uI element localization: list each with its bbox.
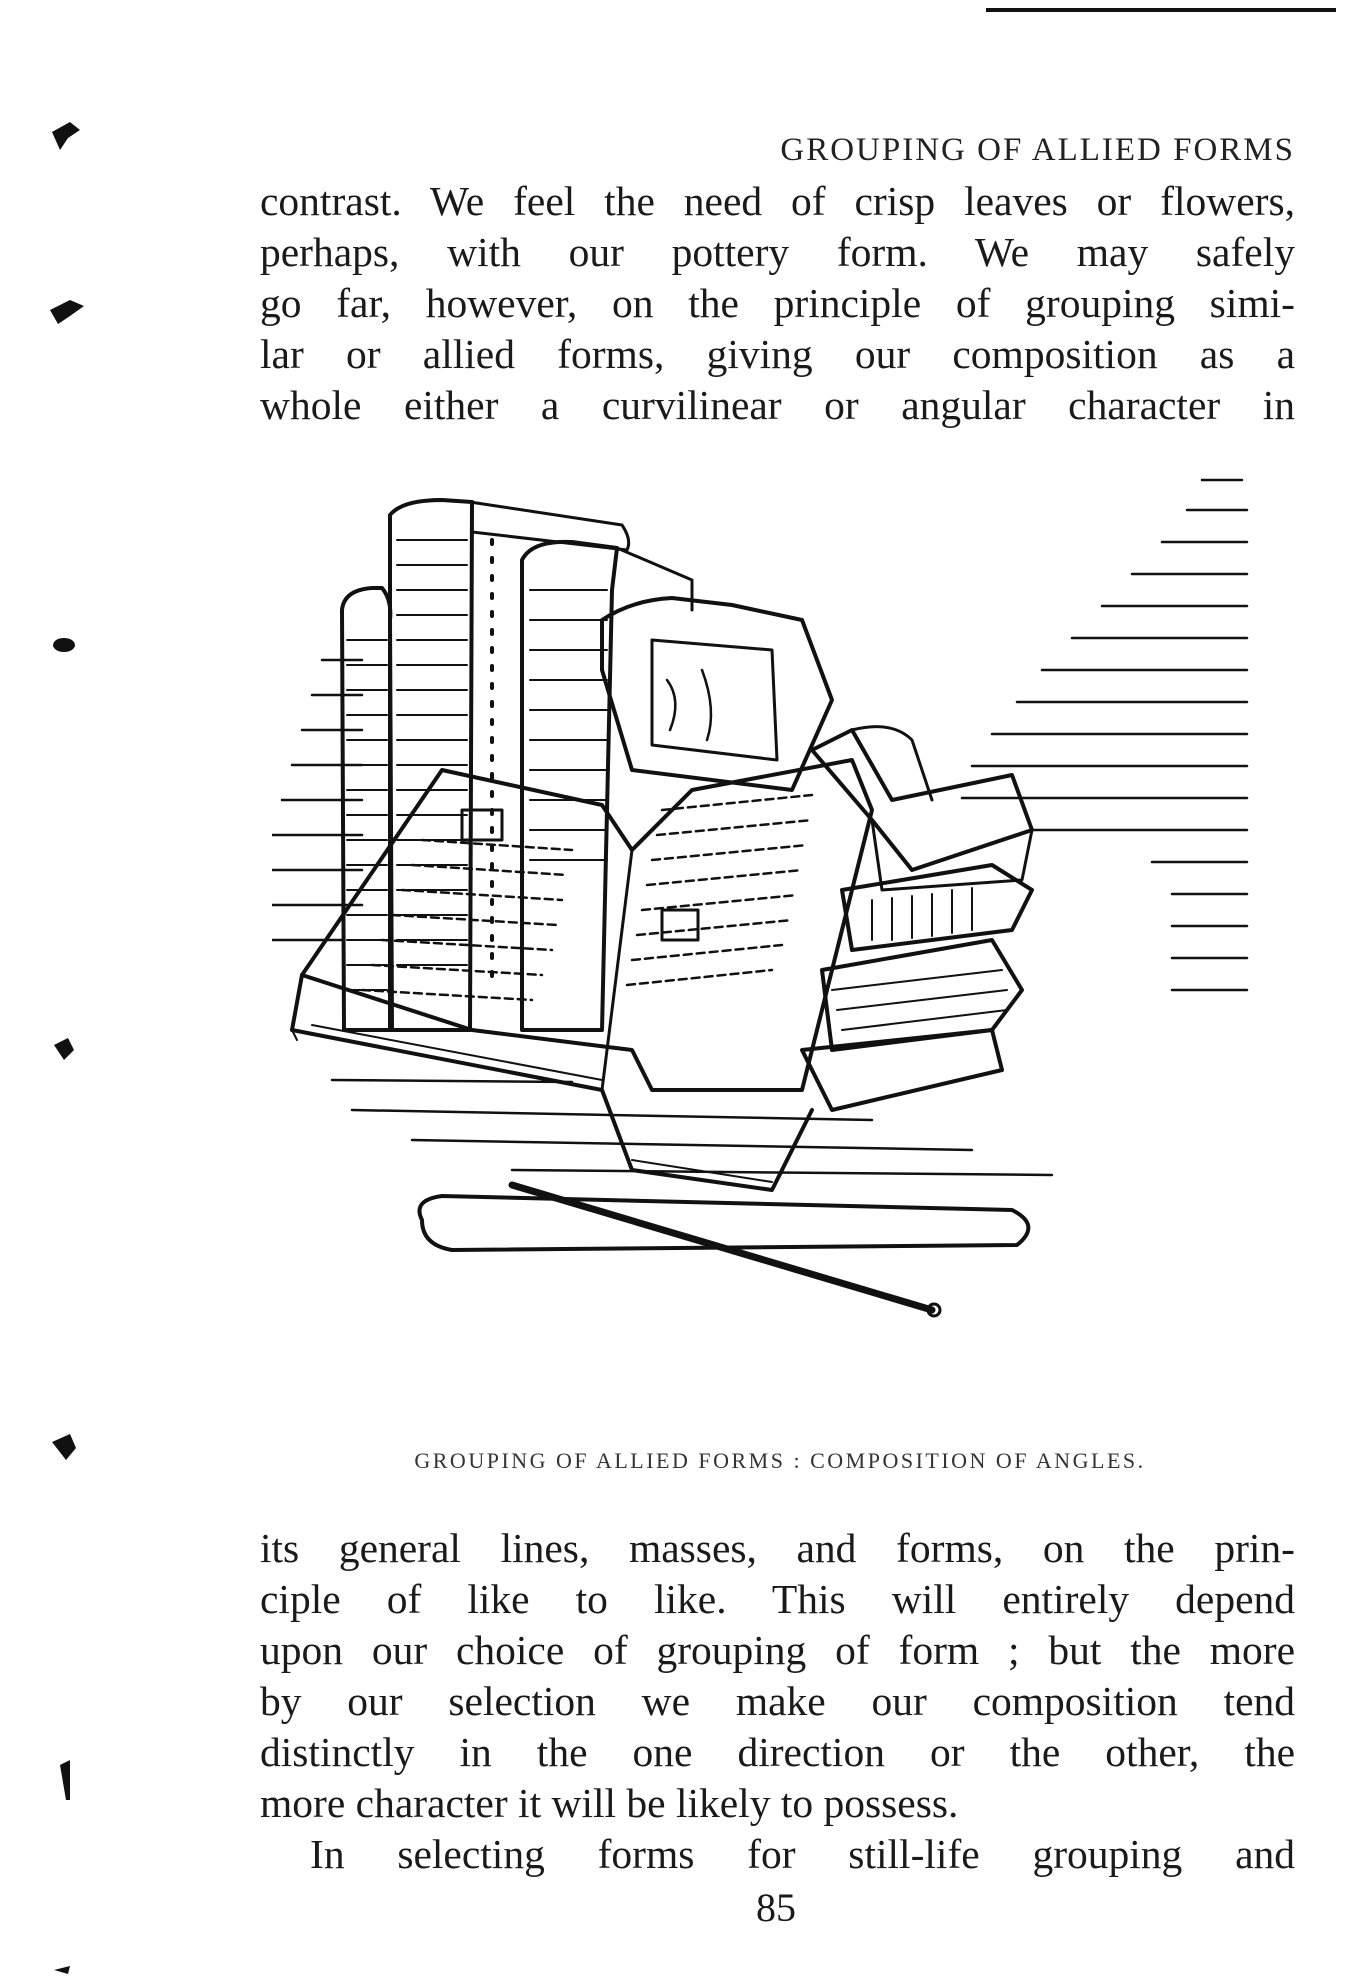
text-line: upon our choice of grouping of form ; but the more bbox=[260, 1627, 1295, 1673]
paragraph-top bbox=[260, 176, 1295, 431]
stacked-books bbox=[802, 727, 1032, 1110]
running-head: GROUPING OF ALLIED FORMS bbox=[780, 132, 1295, 168]
text-line: go far, however, on the principle of grouping simi- bbox=[260, 280, 1295, 326]
pen-tray bbox=[420, 1196, 1029, 1250]
leaning-frame-book bbox=[602, 598, 832, 790]
text-line: more character it will be likely to possess. bbox=[260, 1780, 959, 1826]
background-hatching bbox=[962, 480, 1247, 990]
top-rule bbox=[986, 8, 1336, 12]
text-line: contrast. We feel the need of crisp leaves or flowers, bbox=[260, 178, 1295, 224]
text-line: whole either a curvilinear or angular character in bbox=[260, 382, 1295, 428]
ground-lines bbox=[332, 1080, 1052, 1175]
upright-books bbox=[342, 500, 692, 1030]
paragraph-next-line: In selecting forms for still-life grouping and bbox=[310, 1831, 1295, 1877]
open-book bbox=[292, 760, 872, 1190]
text-line: perhaps, with our pottery form. We may safely bbox=[260, 229, 1295, 275]
text-line: its general lines, masses, and forms, on the prin- bbox=[260, 1525, 1295, 1571]
text-line: lar or allied forms, giving our composition as a bbox=[260, 331, 1295, 377]
figure-caption: GROUPING OF ALLIED FORMS : COMPOSITION OF ANGLES. bbox=[414, 1448, 1146, 1473]
text-line: by our selection we make our composition tend bbox=[260, 1678, 1295, 1724]
page-number: 85 bbox=[756, 1885, 796, 1930]
paragraph-bottom bbox=[260, 1523, 1295, 1880]
text-line: distinctly in the one direction or the other, the bbox=[260, 1729, 1295, 1775]
text-line: ciple of like to like. This will entirely depend bbox=[260, 1576, 1295, 1622]
left-hatching bbox=[272, 660, 362, 940]
books-illustration bbox=[272, 470, 1262, 1430]
margin-marks bbox=[40, 110, 100, 1980]
